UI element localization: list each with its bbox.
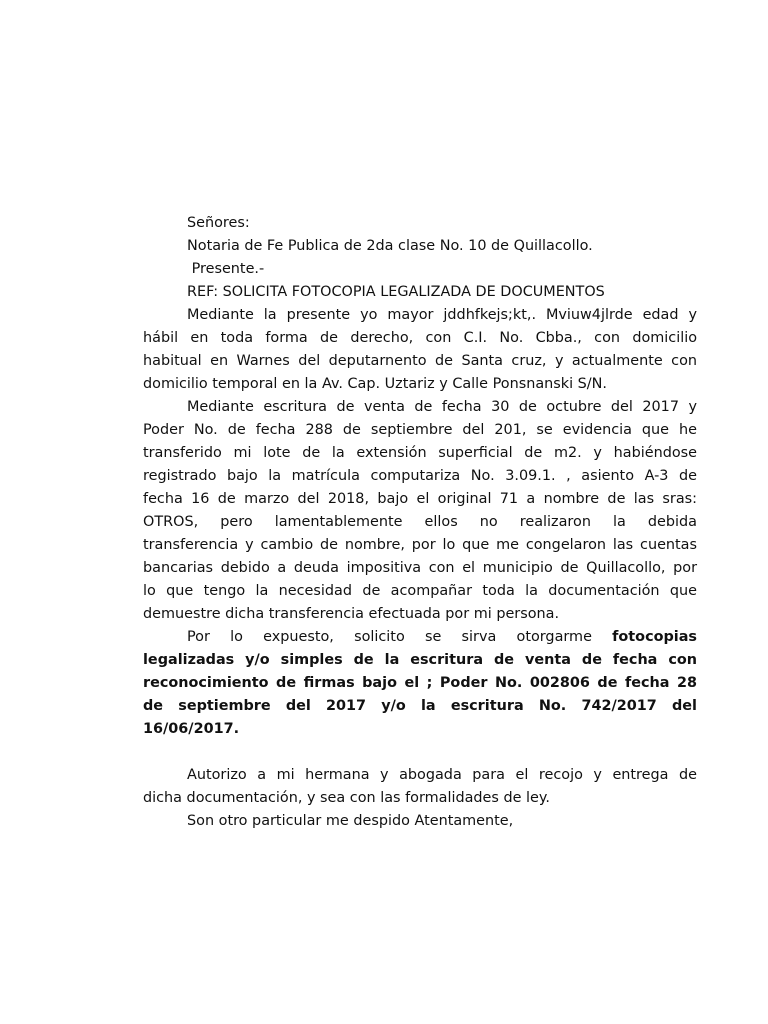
paragraph-facts-line: bancarias debido a deuda impositiva con el municipio de Quillacollo, por	[143, 560, 697, 576]
paragraph-intro-line: Mediante la presente yo mayor jddhfkejs;kt,. Mviuw4jlrde edad y	[187, 307, 697, 323]
closing-line: Son otro particular me despido Atentamente,	[187, 813, 514, 829]
paragraph-facts-line: transferencia y cambio de nombre, por lo que me congelaron las cuentas	[143, 537, 697, 553]
paragraph-facts-line: OTROS, pero lamentablemente ellos no realizaron la debida	[143, 514, 697, 530]
request-bold-text: fotocopias	[612, 629, 697, 645]
paragraph-intro-line: domicilio temporal en la Av. Cap. Uztariz y Calle Ponsnanski S/N.	[143, 376, 607, 392]
paragraph-facts-line: registrado bajo la matrícula computariza No. 3.09.1. , asiento A-3 de	[143, 468, 697, 484]
paragraph-request-line: 16/06/2017.	[143, 721, 240, 737]
paragraph-intro-line: habitual en Warnes del deputarnento de Santa cruz, y actualmente con	[143, 353, 697, 369]
paragraph-request	[143, 626, 697, 741]
paragraph-authorization-line: dicha documentación, y sea con las formalidades de ley.	[143, 790, 550, 806]
paragraph-facts-line: Mediante escritura de venta de fecha 30 de octubre del 2017 y	[187, 399, 697, 415]
paragraph-facts-line: demuestre dicha transferencia efectuada por mi persona.	[143, 606, 560, 622]
paragraph-facts-line: transferido mi lote de la extensión superficial de m2. y habiéndose	[143, 445, 697, 461]
paragraph-request-line: legalizadas y/o simples de la escritura de venta de fecha con	[143, 652, 697, 668]
paragraph-facts	[143, 396, 697, 626]
presente-line: Presente.-	[187, 261, 265, 277]
paragraph-request-line: de septiembre del 2017 y/o la escritura No. 742/2017 del	[143, 698, 697, 714]
paragraph-intro-line: hábil en toda forma de derecho, con C.I. No. Cbba., con domicilio	[143, 330, 697, 346]
paragraph-authorization-line: Autorizo a mi hermana y abogada para el recojo y entrega de	[187, 767, 697, 783]
paragraph-intro	[143, 304, 697, 396]
paragraph-facts-line: lo que tengo la necesidad de acompañar toda la documentación que	[143, 583, 697, 599]
paragraph-authorization	[143, 764, 697, 810]
salutation: Señores:	[187, 215, 250, 231]
paragraph-facts-line: fecha 16 de marzo del 2018, bajo el original 71 a nombre de las sras:	[143, 491, 697, 507]
blank-line	[143, 741, 697, 764]
paragraph-request-line: reconocimiento de firmas bajo el ; Poder No. 002806 de fecha 28	[143, 675, 697, 691]
recipient: Notaria de Fe Publica de 2da clase No. 10 de Quillacollo.	[187, 238, 593, 254]
paragraph-request-line	[143, 626, 697, 649]
request-intro-text: Por lo expuesto, solicito se sirva otorgarme	[187, 629, 592, 645]
paragraph-facts-line: Poder No. de fecha 288 de septiembre del 201, se evidencia que he	[143, 422, 697, 438]
reference-line: REF: SOLICITA FOTOCOPIA LEGALIZADA DE DOCUMENTOS	[187, 284, 605, 300]
letter-body	[143, 212, 697, 833]
